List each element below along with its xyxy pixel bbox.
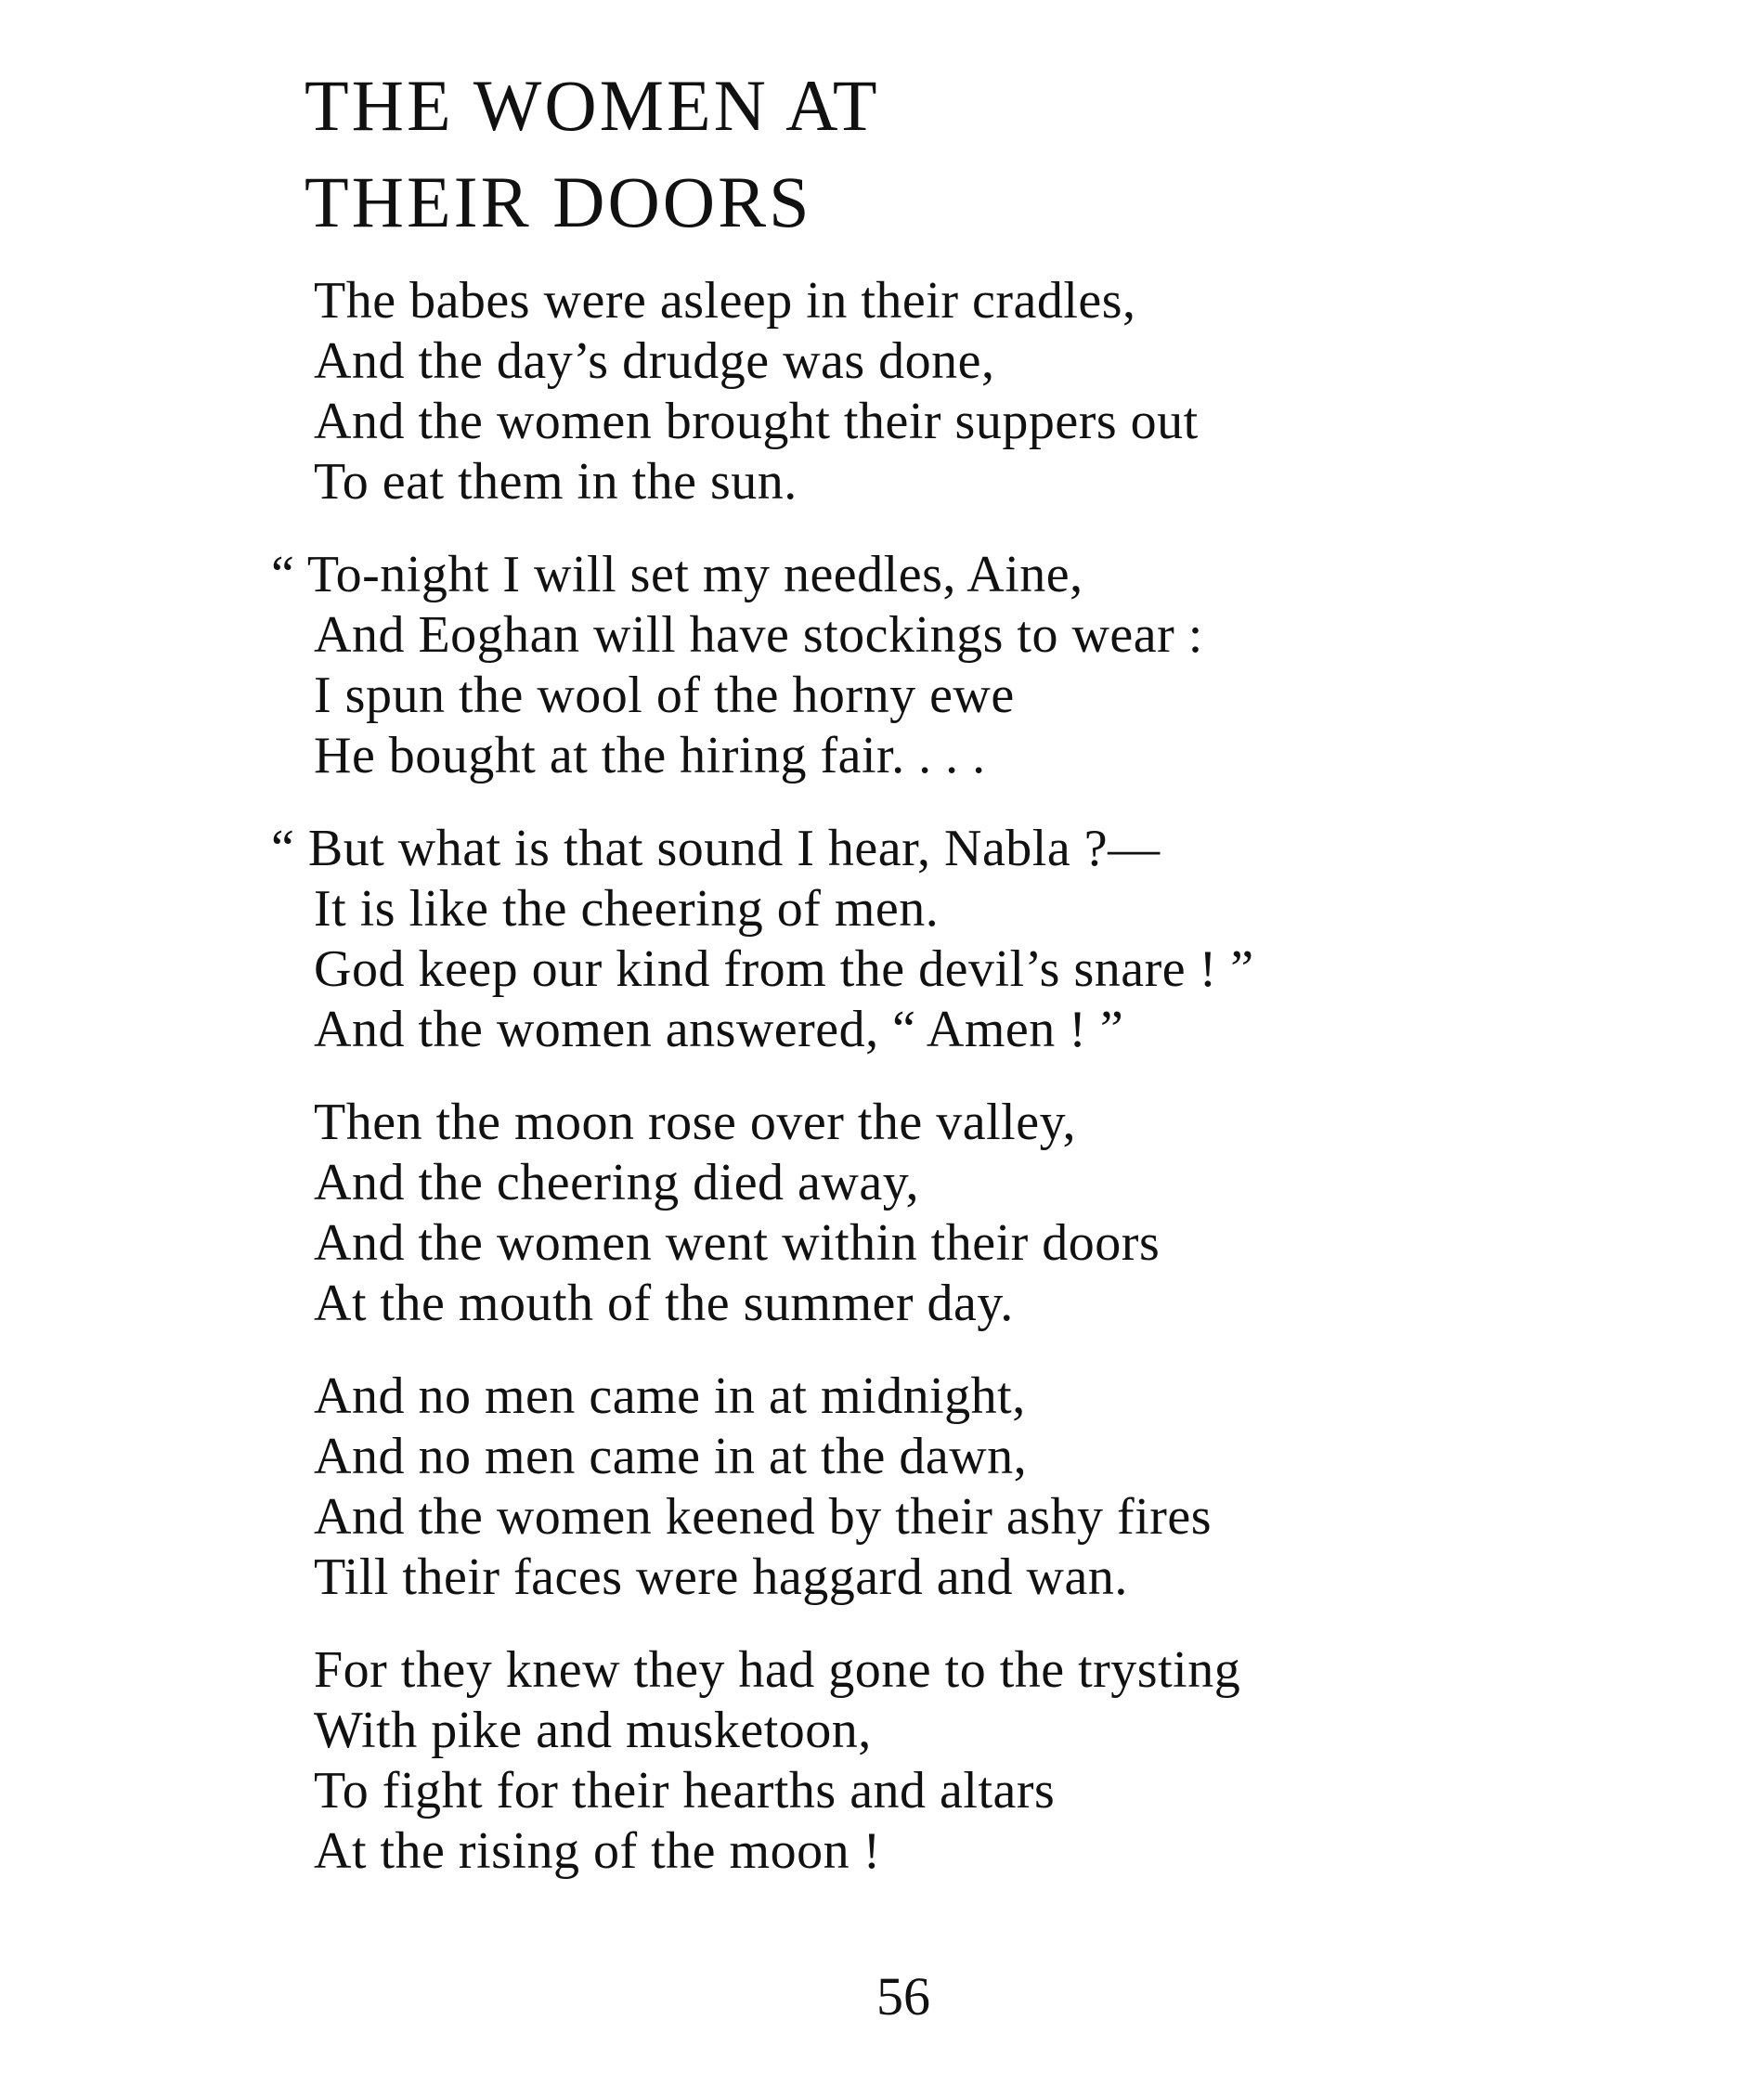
- poem-line: And the women brought their suppers out: [314, 393, 1199, 450]
- stanza-1: [314, 271, 1614, 512]
- poem-line: To fight for their hearths and altars: [314, 1762, 1056, 1820]
- poem-line: I spun the wool of the horny ewe: [314, 667, 1015, 724]
- stanza-5: [314, 1366, 1614, 1608]
- poem-line: He bought at the hiring fair. . . .: [314, 727, 986, 784]
- poem-title-line-2: THEIR DOORS: [305, 162, 812, 242]
- poem-line: With pike and musketoon,: [314, 1702, 872, 1759]
- poem-line: “ But what is that sound I hear, Nabla ?—: [271, 820, 1161, 877]
- poem-line: It is like the cheering of men.: [314, 880, 940, 938]
- poem-title: [305, 58, 880, 251]
- poem-line: And the women went within their doors: [314, 1214, 1161, 1272]
- stanza-3: [271, 819, 1614, 1060]
- poem-line: And the women answered, “ Amen ! ”: [314, 1001, 1124, 1058]
- stanza-2: [271, 545, 1614, 786]
- poem-line: At the mouth of the summer day.: [314, 1275, 1014, 1332]
- poem-line: And no men came in at midnight,: [314, 1367, 1026, 1425]
- page-number: 56: [876, 1966, 930, 2027]
- poem-line: And the women keened by their ashy fires: [314, 1488, 1213, 1546]
- poem-line: And no men came in at the dawn,: [314, 1428, 1028, 1485]
- poem-line: God keep our kind from the devil’s snare ! ”: [314, 940, 1254, 998]
- stanza-6: [314, 1640, 1614, 1882]
- poem-line: “ To-night I will set my needles, Aine,: [271, 546, 1083, 603]
- poem-line: Then the moon rose over the valley,: [314, 1094, 1076, 1151]
- poem-line: And Eoghan will have stockings to wear :: [314, 606, 1203, 664]
- poem-line: Till their faces were haggard and wan.: [314, 1548, 1128, 1606]
- poem-body: [271, 271, 1614, 1914]
- poem-title-line-1: THE WOMEN AT: [305, 65, 880, 146]
- stanza-4: [314, 1093, 1614, 1334]
- poem-line: For they knew they had gone to the trysting: [314, 1641, 1241, 1699]
- poem-line: And the day’s drudge was done,: [314, 332, 995, 390]
- poem-line: The babes were asleep in their cradles,: [314, 272, 1136, 330]
- poem-line: At the rising of the moon !: [314, 1822, 881, 1880]
- poem-line: To eat them in the sun.: [314, 453, 798, 511]
- poem-line: And the cheering died away,: [314, 1154, 920, 1211]
